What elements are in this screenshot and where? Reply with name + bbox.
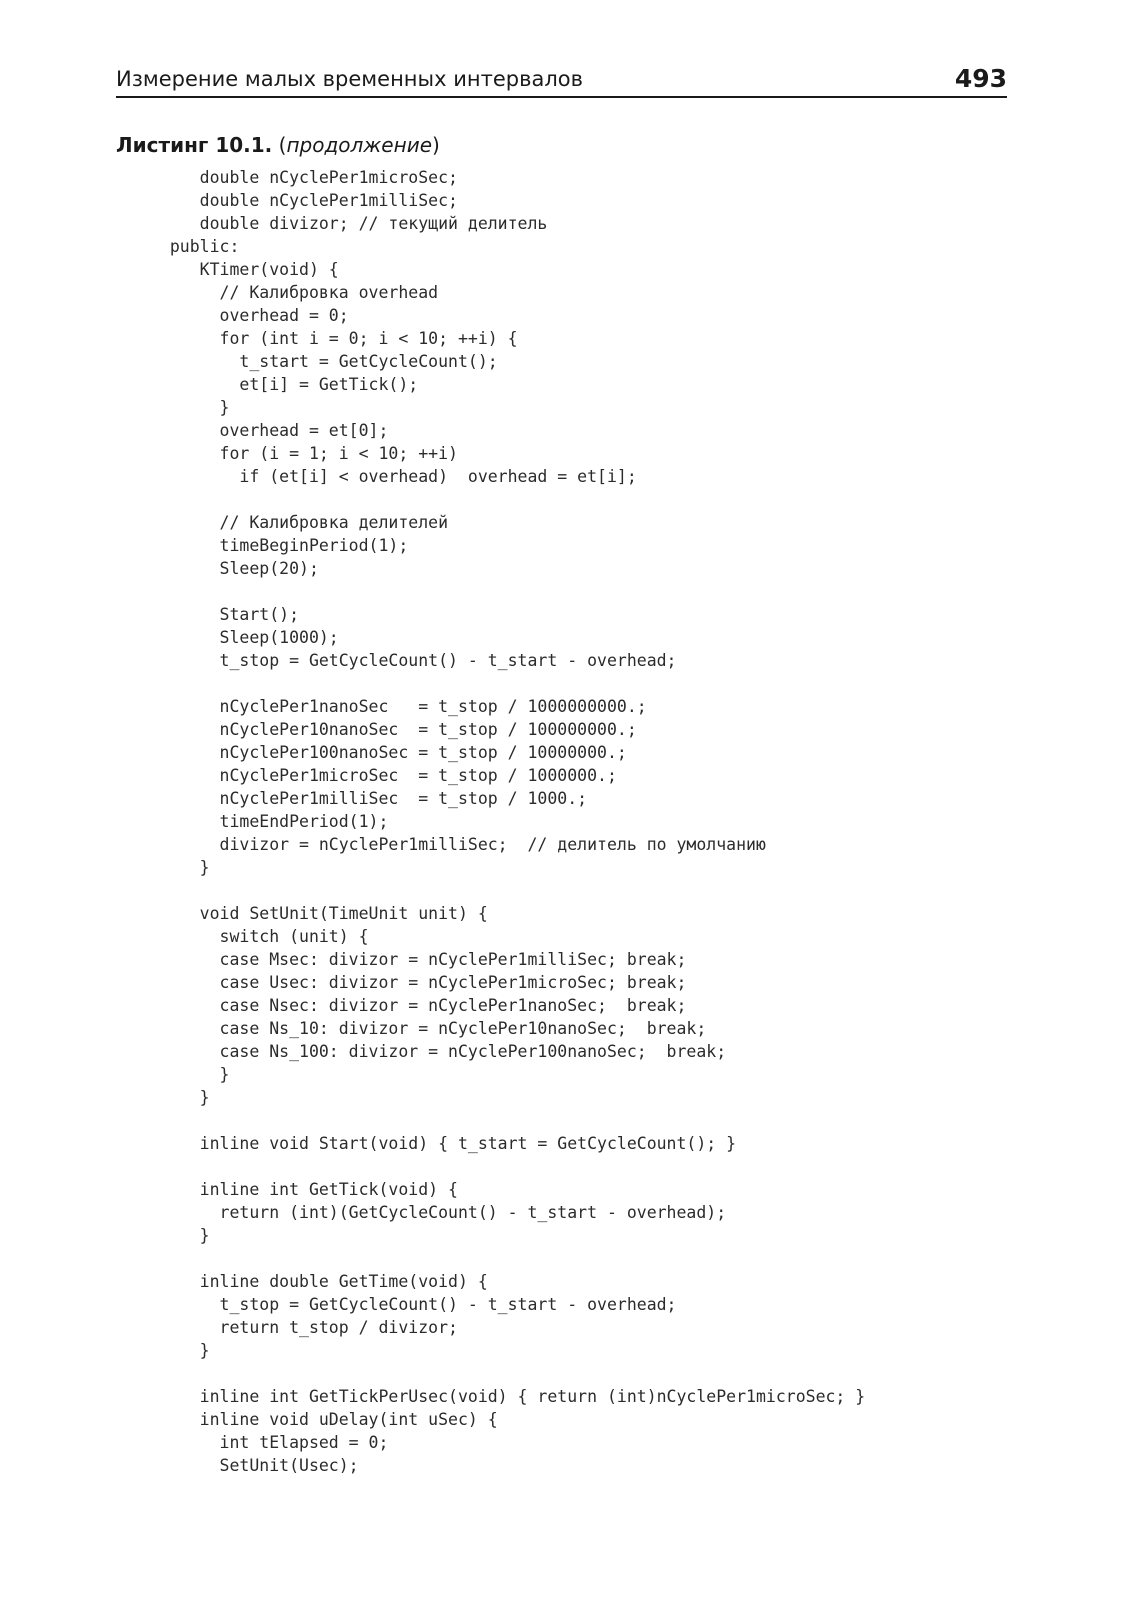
code-line [150,580,865,603]
code-line: // Калибровка делителей [150,513,449,532]
code-line: switch (unit) { [150,927,369,946]
code-line: } [150,858,210,877]
code-line: inline void uDelay(int uSec) { [150,1410,498,1429]
code-line: SetUnit(Usec); [150,1456,359,1475]
code-line: } [150,1341,210,1360]
code-line: inline void Start(void) { t_start = GetCycleCount(); } [150,1134,737,1153]
code-line: public: [150,237,240,256]
code-line: nCyclePer1nanoSec = t_stop / 1000000000.; [150,697,647,716]
code-line: case Nsec: divizor = nCyclePer1nanoSec; break; [150,996,687,1015]
code-line: return (int)(GetCycleCount() - t_start - overhead); [150,1203,727,1222]
code-line: double nCyclePer1microSec; [150,168,458,187]
listing-note: продолжение [286,133,432,157]
code-line: // Калибровка overhead [150,283,439,302]
listing-note-open: ( [278,133,287,157]
code-line: divizor = nCyclePer1milliSec; // делитель по умолчанию [150,835,766,854]
code-line: } [150,398,230,417]
code-line: } [150,1226,210,1245]
code-line: nCyclePer10nanoSec = t_stop / 100000000.; [150,720,637,739]
code-line: nCyclePer1milliSec = t_stop / 1000.; [150,789,588,808]
code-line: Sleep(1000); [150,628,339,647]
listing-title: Листинг 10.1. [116,133,273,157]
code-line: case Usec: divizor = nCyclePer1microSec; break; [150,973,687,992]
code-line: KTimer(void) { [150,260,339,279]
code-line: timeBeginPeriod(1); [150,536,409,555]
code-line: } [150,1065,230,1084]
code-line: case Ns_100: divizor = nCyclePer100nanoSec; break; [150,1042,727,1061]
code-line [150,1155,865,1178]
code-line [150,672,865,695]
code-line: for (int i = 0; i < 10; ++i) { [150,329,518,348]
code-line: int tElapsed = 0; [150,1433,389,1452]
code-line: inline double GetTime(void) { [150,1272,488,1291]
code-line: } [150,1088,210,1107]
page-number: 493 [954,64,1007,93]
code-line: t_stop = GetCycleCount() - t_start - overhead; [150,1295,677,1314]
page-header [116,58,1007,98]
code-line: case Ns_10: divizor = nCyclePer10nanoSec; break; [150,1019,707,1038]
code-line [150,1247,865,1270]
code-listing [150,166,865,1477]
running-title: Измерение малых временных интервалов [116,67,583,91]
code-line: timeEndPeriod(1); [150,812,389,831]
code-line: case Msec: divizor = nCyclePer1milliSec; break; [150,950,687,969]
code-line: void SetUnit(TimeUnit unit) { [150,904,488,923]
code-line: return t_stop / divizor; [150,1318,458,1337]
code-line: Sleep(20); [150,559,319,578]
code-line [150,1362,865,1385]
code-line: inline int GetTick(void) { [150,1180,458,1199]
code-line [150,1109,865,1132]
code-line: if (et[i] < overhead) overhead = et[i]; [150,467,637,486]
code-line: for (i = 1; i < 10; ++i) [150,444,458,463]
listing-note-close: ) [432,133,440,157]
code-line: nCyclePer100nanoSec = t_stop / 10000000.; [150,743,627,762]
code-line: nCyclePer1microSec = t_stop / 1000000.; [150,766,617,785]
listing-caption [116,133,440,157]
code-line: double divizor; // текущий делитель [150,214,548,233]
code-line: overhead = et[0]; [150,421,389,440]
code-line: t_start = GetCycleCount(); [150,352,498,371]
code-line: double nCyclePer1milliSec; [150,191,458,210]
code-line: et[i] = GetTick(); [150,375,419,394]
code-line: inline int GetTickPerUsec(void) { return (int)nCyclePer1microSec; } [150,1387,866,1406]
code-line [150,879,865,902]
code-line: Start(); [150,605,300,624]
code-line [150,488,865,511]
code-line: overhead = 0; [150,306,349,325]
code-line: t_stop = GetCycleCount() - t_start - overhead; [150,651,677,670]
